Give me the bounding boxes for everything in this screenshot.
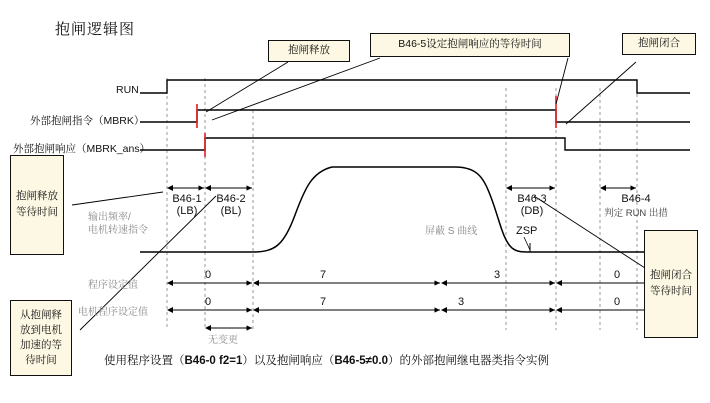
b465-wait-time-callout [370,33,570,57]
brake-release-callout-text: 抱闸释放 [288,44,330,57]
param-b46-2-sub: (BL) [220,205,242,217]
zsp-label: ZSP [516,225,538,237]
brake-release-wait-callout [10,155,64,255]
param-b46-3-code: B46-3 [517,193,547,205]
mbrk-ans-signal-label: 外部抱闸响应（MBRK_ans） [13,143,151,155]
param-b46-3-sub: (DB) [520,205,544,217]
param-b46-1 [168,193,206,217]
brake-release-wait-callout-text: 抱闸释放等待时间 [16,190,58,218]
param-b46-4 [600,193,672,219]
row2-value-3: 0 [614,296,621,308]
program-setting-label-1: 程序设定值 [88,280,138,291]
bottom-note-b2: B46-5≠0.0 [334,355,388,367]
param-b46-3 [508,193,556,217]
brake-close-wait-callout-text: 抱闸闭合等待时间 [650,269,692,297]
row1-value-1: 7 [320,269,327,281]
run-signal-label: RUN [116,84,139,96]
brake-release-to-motor-accel-callout-text: 从抱闸释放到电机加速的等待时间 [20,308,62,367]
output-freq-label-line1: 输出频率/ [88,212,131,223]
output-freq-label-line2: 电机转速指令 [88,225,148,236]
b465-wait-time-callout-text: B46-5设定抱闸响应的等待时间 [398,38,542,51]
param-b46-1-code: B46-1 [172,193,202,205]
brake-close-callout [622,33,696,55]
brake-close-callout-text: 抱闸闭合 [638,37,680,50]
row2-value-1: 7 [320,296,327,308]
row1-value-2: 3 [494,269,501,281]
no-change-label: 无变更 [208,335,238,346]
run-waveform [140,80,690,93]
brake-release-callout [268,40,350,62]
row2-value-0: 0 [205,296,212,308]
param-b46-4-sub: 判定 RUN 出措 [604,208,668,219]
param-b46-2 [210,193,252,217]
param-b46-1-sub: (LB) [176,205,198,217]
mbrk-ans-waveform [140,138,690,150]
s-curve-label: 屏蔽 S 曲线 [425,226,478,237]
row1-value-3: 0 [614,269,621,281]
bottom-note-p3: ）的外部抱闸继电器类指令实例 [387,355,549,367]
page-title: 抱闸逻辑图 [55,21,136,38]
row2-value-2: 3 [458,296,465,308]
mbrk-signal-label: 外部抱闸指令（MBRK） [30,115,145,127]
bottom-note-b1: B46-0 f2=1 [184,355,243,367]
param-b46-4-code: B46-4 [621,193,651,205]
bottom-note-p2: ）以及抱闸响应（ [242,355,335,367]
program-setting-label-2: 电机程序设定值 [78,307,148,318]
brake-close-wait-callout [644,230,698,338]
bottom-note [104,352,549,368]
row1-value-0: 0 [205,269,212,281]
brake-release-to-motor-accel-callout [10,300,72,376]
bottom-note-p1: 使用程序设置（ [104,355,185,367]
param-b46-2-code: B46-2 [216,193,246,205]
